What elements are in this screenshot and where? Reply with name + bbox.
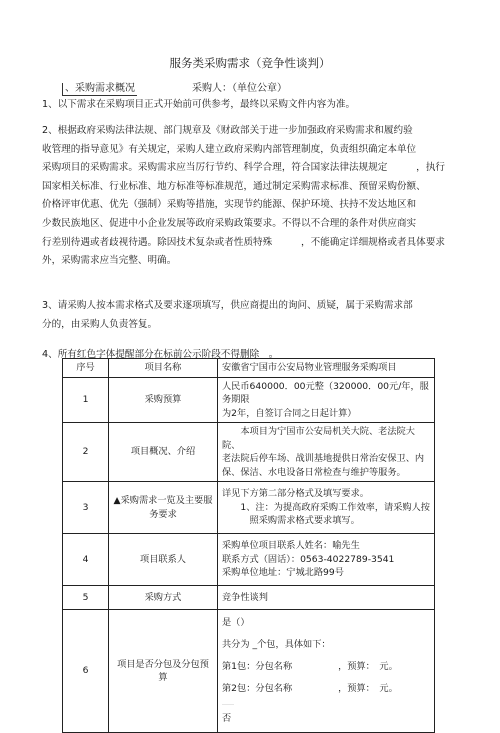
paragraph-2-line: 收管理的指导意见》有关规定，采购人建立政府采购内部管理制度，负责组织确定本单位 (42, 143, 417, 155)
row-content (218, 610, 435, 733)
document-title: 服务类采购需求（竞争性谈判） (169, 56, 331, 70)
table-header-row (63, 359, 435, 378)
requirements-table (62, 358, 435, 733)
content-line: 是（） (222, 617, 250, 628)
paragraph-3-line: 3、请采购人按本需求格式及要求逐项填写，供应商提出的询问、质疑，属于采购需求部 (42, 300, 413, 311)
row-content (218, 377, 435, 423)
row-name: 项目概况、介绍 (109, 423, 218, 482)
buyer-label: 采购人：（单位公章） (192, 83, 287, 94)
content-line: 共分为 _个包，具体如下： (222, 639, 331, 650)
content-line: 详见下方第二部分格式及填写要求。 (222, 488, 369, 500)
paragraph-1: 1、以下需求在采购项目正式开始前可供参考，最终以采购文件内容为准。 (42, 99, 356, 110)
table-row (63, 482, 435, 534)
content-line: 1、注：为提高政府采购工作效率，请采购人按 (222, 501, 430, 513)
row-name: 采购方式 (109, 586, 218, 610)
content-line: 第2包：分包名称 ，预算： 元。 (222, 683, 398, 694)
row-name: 项目是否分包及分包预算 (109, 610, 218, 733)
paragraph-2-line: 国家相关标准、行业标准、地方标准等标准规范，通过制定采购需求标准、预留采购份额、 (42, 180, 426, 192)
content-line: 采购单位地址：宁城北路99号 (222, 567, 344, 579)
paragraph-3-line: 分的，由采购人负责答复。 (42, 318, 158, 330)
content-line: 老法院后停车场、战训基地提供日常治安保卫、内 (222, 453, 425, 464)
paragraph-2-line: 行差别待遇或者歧视待遇。除因技术复杂或者性质特殊 ，不能确定详细规格或者具体要求 (42, 236, 445, 248)
section-heading-label: 、采购需求概况 (62, 83, 137, 96)
row-content (218, 534, 435, 586)
table-row (63, 610, 435, 733)
content-line: 竞争性谈判 (222, 591, 268, 603)
row-name: ▲采购需求一览及主要服务要求 (109, 482, 218, 534)
ellipsis-mark: …… (222, 700, 234, 707)
row-name: 采购预算 (109, 377, 218, 423)
content-line: 本项目为宁国市公安局机关大院、老法院大院、 (222, 426, 415, 451)
table-row (63, 586, 435, 610)
header-project: 安徽省宁国市公安局物业管理服务采购项目 (218, 359, 435, 378)
content-line: 人民币640000．00元整（320000．00元/年，服务期限 (222, 380, 429, 405)
row-no: 6 (63, 610, 109, 733)
row-content (218, 423, 435, 482)
paragraph-2-line: 2、根据政府采购法律法规、部门规章及《财政部关于进一步加强政府采购需求和履约验 (42, 125, 413, 136)
content-line: 否 (222, 713, 232, 724)
content-line: 保、保洁、水电设备日常检查与维护等服务。 (222, 466, 406, 478)
content-line: 采购单位项目联系人姓名：喻先生 (222, 540, 360, 552)
header-no: 序号 (63, 359, 109, 378)
row-no: 5 (63, 586, 109, 610)
row-no: 1 (63, 377, 109, 423)
row-content (218, 482, 435, 534)
paragraph-2 (42, 122, 445, 271)
row-no: 3 (63, 482, 109, 534)
paragraph-2-line: 价格评审优惠、优先（强制）采购等措施，实现节约能源、保护环境、扶持不发达地区和 (42, 199, 417, 211)
paragraph-2-line: 少数民族地区、促进中小企业发展等政府采购政策要求。不得以不合理的条件对供应商实 (42, 217, 417, 229)
table-row (63, 377, 435, 423)
row-no: 4 (63, 534, 109, 586)
content-line: 为2年，自签订合同之日起计算） (222, 407, 357, 419)
table-row (63, 534, 435, 586)
paragraph-2-line: 采购项目的采购需求。采购需求应当厉行节约、科学合理，符合国家法律法规规定 ，执行 (42, 162, 445, 174)
content-line: 第1包：分包名称 ，预算： 元。 (222, 661, 398, 672)
paragraph-4: 4、所有红色字体提醒部分在标前公示阶段不得删除 。 (42, 349, 279, 360)
paragraph-2-line: 外，采购需求应当完整、明确。 (42, 255, 177, 267)
header-name: 项目名称 (109, 359, 218, 378)
row-no: 2 (63, 423, 109, 482)
row-content (218, 586, 435, 610)
row-name: 项目联系人 (109, 534, 218, 586)
paragraph-3 (42, 297, 413, 334)
section-heading (62, 79, 137, 94)
content-line: 联系方式（固话）：0563-4022789-3541 (222, 553, 395, 565)
table-row (63, 423, 435, 482)
content-line: 照采购需求格式要求填写。 (222, 515, 360, 527)
